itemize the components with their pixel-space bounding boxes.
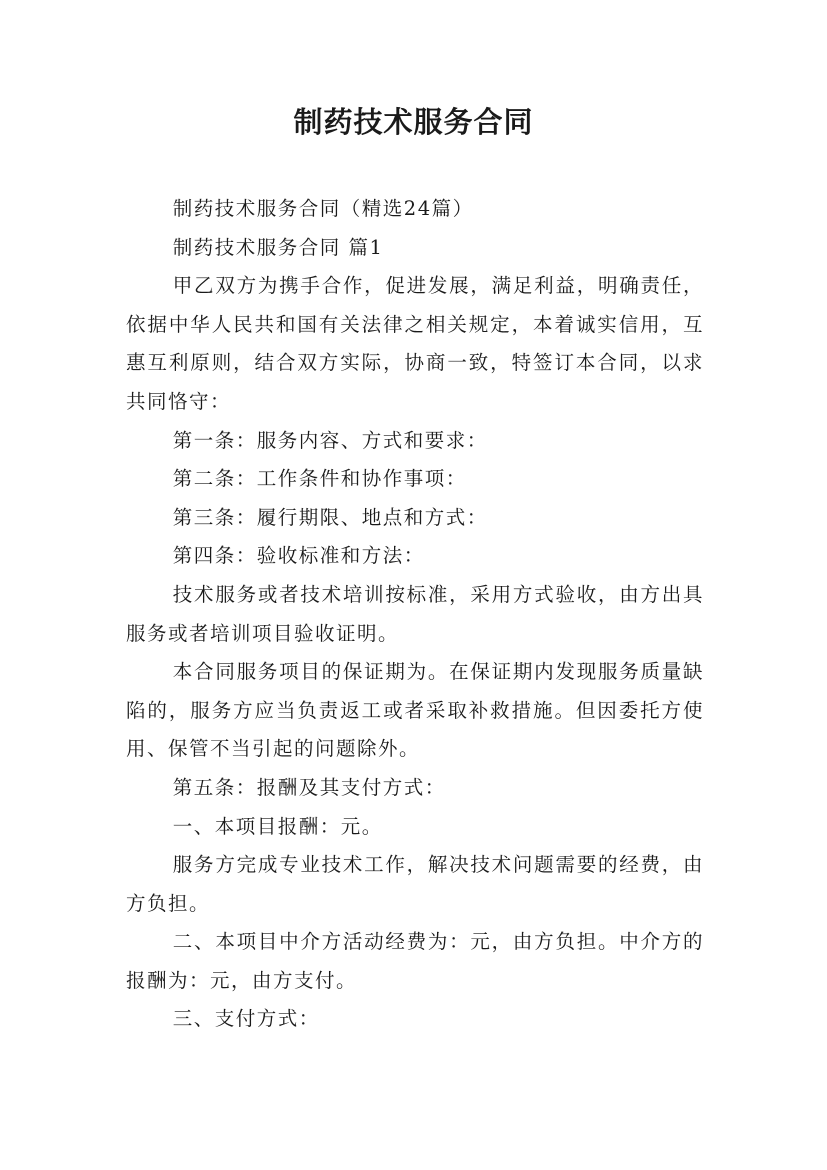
paragraph-acceptance: 技术服务或者技术培训按标准，采用方式验收，由方出具服务或者培训项目验收证明。 [126,582,704,645]
paragraph-expenses: 服务方完成专业技术工作，解决技术问题需要的经费，由方负担。 [126,853,704,915]
paragraph-article-3: 第三条：履行期限、地点和方式： [172,505,488,529]
paragraph-article-1: 第一条：服务内容、方式和要求： [172,428,488,452]
paragraph-warranty: 本合同服务项目的保证期为。在保证期内发现服务质量缺陷的，服务方应当负责返工或者采取补救措施。但因委托方使用、保管不当引起的问题除外。 [126,660,704,761]
paragraph-preamble: 甲乙双方为携手合作，促进发展，满足利益，明确责任，依据中华人民共和国有关法律之相关规定，本着诚实信用，互惠互利原则，结合双方实际，协商一致，特签订本合同，以求共同恪守： [126,274,704,413]
paragraph-subtitle: 制药技术服务合同（精选24篇） [172,197,474,220]
document-body [126,190,704,1039]
paragraph-payment: 三、支付方式： [172,1007,320,1031]
document-title: 制药技术服务合同 [293,105,534,139]
paragraph-fee: 一、本项目报酬：元。 [172,814,383,838]
paragraph-article-2: 第二条：工作条件和协作事项： [172,467,467,491]
paragraph-article-4: 第四条：验收标准和方法： [172,544,425,568]
paragraph-intermediary: 二、本项目中介方活动经费为：元，由方负担。中介方的报酬为：元，由方支付。 [126,930,704,992]
paragraph-chapter-heading: 制药技术服务合同 篇1 [172,235,384,259]
paragraph-article-5: 第五条：报酬及其支付方式： [172,775,446,799]
